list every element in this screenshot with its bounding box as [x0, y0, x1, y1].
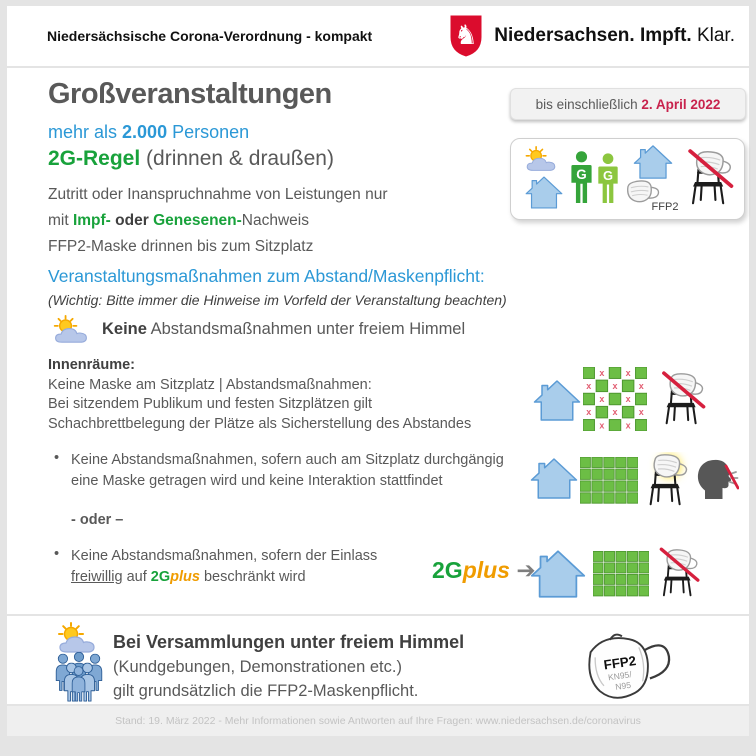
access-line2-pre: mit	[48, 212, 73, 229]
niedersachsen-crest-icon	[449, 14, 483, 58]
checkerboard-grid-icon	[583, 367, 647, 431]
house-icon	[633, 144, 673, 180]
assembly-panel	[7, 616, 749, 704]
genesenen-label: Genesenen-	[153, 212, 242, 229]
assembly-line3: gilt grundsätzlich die FFP2-Maskenpflicht.	[113, 682, 419, 700]
brand-text	[494, 25, 735, 47]
brand-bold: Niedersachsen. Impft.	[494, 25, 692, 46]
audience-post: Personen	[167, 122, 250, 142]
impf-label: Impf-	[72, 212, 111, 229]
mask-label-n95: N95	[614, 679, 632, 692]
sun-cloud-icon	[55, 622, 99, 654]
bullet1-line1: Keine Abstandsmaßnahmen, sofern auch am Sitzplatz durchgängig	[71, 452, 504, 468]
chair-mask-glow-icon	[641, 452, 691, 508]
access-line3: FFP2-Maske drinnen bis zum Sitzplatz	[48, 238, 314, 255]
audience-pre: mehr als	[48, 122, 123, 142]
bullet2-line1: Keine Abstandsmaßnahmen, sofern der Einlass	[71, 548, 378, 564]
bullet2-plus: plus	[170, 569, 200, 585]
chair-no-mask-icon	[683, 149, 735, 207]
house-icon	[533, 378, 581, 423]
brand-group	[449, 14, 735, 58]
rule-rest: (drinnen & draußen)	[140, 147, 334, 170]
bullet-dot: •	[54, 450, 60, 466]
gplus-label	[432, 557, 536, 584]
bullet1-line2: eine Maske getragen wird und keine Interaktion stattfindet	[71, 473, 443, 489]
header-title: Niedersächsische Corona-Verordnung - kompakt	[47, 28, 373, 44]
outdoor-keine: Keine	[102, 320, 147, 338]
access-line2-post: Nachweis	[241, 212, 309, 229]
indoor-line1: Keine Maske am Sitzplatz | Abstandsmaßnahmen:	[48, 376, 372, 393]
outdoor-rest: Abstandsmaßnahmen unter freiem Himmel	[146, 320, 466, 338]
bullet2-mid: auf	[122, 569, 151, 585]
no-talking-icon	[693, 458, 739, 502]
measures-note: (Wichtig: Bitte immer die Hinweise im Vorfeld der Veranstaltung beachten)	[48, 292, 507, 308]
person-2g-icon	[596, 150, 620, 208]
indoor-block	[48, 356, 471, 434]
chair-no-mask-icon	[655, 547, 701, 599]
mask-label-ffp2: FFP2	[602, 653, 638, 673]
person-2g-icon	[569, 148, 594, 208]
ffp2-mask-large-icon	[574, 621, 684, 710]
indoor-line3: Schachbrettbelegung der Plätze als Sicherstellung des Abstandes	[48, 415, 472, 432]
freiwillig-label: freiwillig	[71, 569, 123, 585]
audience-line	[48, 122, 249, 143]
house-icon	[525, 175, 563, 210]
bullet2-text	[71, 546, 377, 588]
rule-line	[48, 147, 334, 171]
rule-2g: 2G-Regel	[48, 147, 141, 170]
main-panel	[7, 68, 749, 614]
sun-cloud-icon	[51, 315, 91, 344]
bullet2-line2	[71, 567, 377, 588]
mask-label-kn95: KN95/	[607, 669, 633, 683]
validity-badge	[510, 88, 746, 120]
bullet-dot: •	[54, 546, 60, 562]
access-paragraph	[48, 182, 388, 260]
badge-prefix: bis einschließlich	[535, 96, 642, 112]
assembly-line2: (Kundgebungen, Demonstrationen etc.)	[113, 658, 402, 676]
assembly-line1: Bei Versammlungen unter freiem Himmel	[113, 632, 465, 652]
people-group-icon	[51, 652, 107, 702]
badge-date: 2. April 2022	[641, 96, 721, 112]
bullet2-post: beschränkt wird	[199, 569, 306, 585]
oder-separator: - oder –	[71, 512, 124, 528]
house-icon	[530, 456, 578, 501]
indoor-heading: Innenräume:	[48, 357, 136, 373]
measures-heading: Veranstaltungsmaßnahmen zum Abstand/Maskenpflicht:	[48, 266, 485, 286]
audience-number: 2.000	[122, 122, 168, 142]
svg-text:♞: ♞	[454, 20, 479, 51]
seating-grid-icon	[580, 457, 638, 504]
rule-icon-box	[510, 138, 745, 220]
gplus-plus: plus	[462, 557, 510, 583]
header-panel	[7, 6, 749, 66]
access-line1: Zutritt oder Inanspruchnahme von Leistungen nur	[48, 186, 388, 203]
seating-grid-icon	[593, 551, 649, 597]
gplus-2g: 2G	[432, 557, 463, 583]
page-title: Großveranstaltungen	[48, 78, 332, 110]
indoor-line2: Bei sitzendem Publikum und festen Sitzplätzen gilt	[48, 396, 373, 412]
bullet2-2g: 2G	[150, 569, 171, 585]
access-line2	[48, 208, 388, 234]
arrow-right-icon: ➔	[516, 558, 536, 584]
footer-bar	[7, 706, 749, 736]
chair-no-mask-icon	[657, 371, 707, 427]
footer-note: Stand: 19. März 2022 - Mehr Informationen sowie Antworten auf Ihre Fragen: www.niedersachsen.de/coronavirus	[115, 715, 641, 727]
ffp2-caption: FFP2	[651, 201, 679, 213]
oder-label: oder	[110, 212, 154, 229]
brand-light: Klar.	[691, 25, 735, 46]
bullet1-text	[71, 450, 504, 492]
outdoor-rule-line	[102, 320, 465, 339]
sun-cloud-icon	[523, 146, 559, 172]
house-icon	[530, 548, 586, 600]
